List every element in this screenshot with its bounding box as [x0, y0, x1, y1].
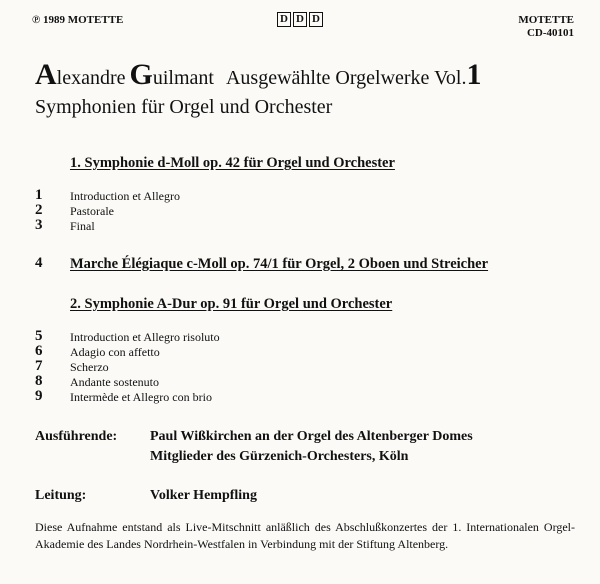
symphony1-heading: 1. Symphonie d-Moll op. 42 für Orgel und Orchester [70, 155, 395, 171]
track-number: 3 [35, 217, 43, 233]
record-label: MOTETTE [518, 14, 574, 26]
label-info [518, 14, 574, 40]
composer-first-rest: lexandre [56, 67, 126, 89]
track-title: Final [70, 219, 95, 233]
track-title: Introduction et Allegro [70, 189, 180, 203]
track-title: Adagio con affetto [70, 345, 160, 359]
copyright-notice: ℗ 1989 MOTETTE [32, 14, 124, 26]
track-number: 2 [35, 202, 43, 218]
recording-note: Diese Aufnahme entstand als Live-Mitschnitt anläßlich des Abschlußkonzertes der 1. Internationalen Orgel-Akademie des Landes Nordrhein-Westfalen in Verbindung mit der Stiftung Altenberg. [35, 520, 575, 551]
composer-first-initial: A [35, 58, 57, 91]
conductor-label: Leitung: [35, 488, 87, 503]
conductor-name: Volker Hempfling [150, 488, 257, 503]
track-number: 5 [35, 328, 43, 344]
album-subtitle: Symphonien für Orgel und Orchester [35, 96, 333, 118]
performer-organist: Paul Wißkirchen an der Orgel des Altenberger Domes [150, 429, 473, 444]
volume-number: 1 [466, 58, 482, 91]
ddd-letter: D [309, 12, 323, 27]
performers-label: Ausführende: [35, 429, 118, 444]
catalog-number: CD-40101 [526, 27, 574, 39]
ddd-letter: D [277, 12, 291, 27]
track-number: 8 [35, 373, 43, 389]
track-number: 4 [35, 255, 43, 271]
composer-last-initial: G [129, 58, 153, 91]
album-title [35, 58, 482, 92]
symphony2-heading: 2. Symphonie A-Dur op. 91 für Orgel und Orchester [70, 296, 393, 312]
ddd-code-badge [277, 12, 323, 27]
ddd-letter: D [293, 12, 307, 27]
composer-last-rest: uilmant [152, 67, 214, 89]
marche-heading: Marche Élégiaque c-Moll op. 74/1 für Orgel, 2 Oboen und Streicher [70, 256, 489, 272]
track-number: 6 [35, 343, 43, 359]
track-title: Andante sostenuto [70, 375, 159, 389]
track-number: 9 [35, 388, 43, 404]
track-title: Introduction et Allegro risoluto [70, 330, 220, 344]
track-number: 1 [35, 187, 43, 203]
track-title: Scherzo [70, 360, 109, 374]
track-title: Pastorale [70, 204, 114, 218]
performer-orchestra: Mitglieder des Gürzenich-Orchesters, Köln [150, 449, 409, 464]
track-title: Intermède et Allegro con brio [70, 390, 212, 404]
track-number: 7 [35, 358, 43, 374]
work-title: Ausgewählte Orgelwerke Vol. [225, 67, 467, 89]
